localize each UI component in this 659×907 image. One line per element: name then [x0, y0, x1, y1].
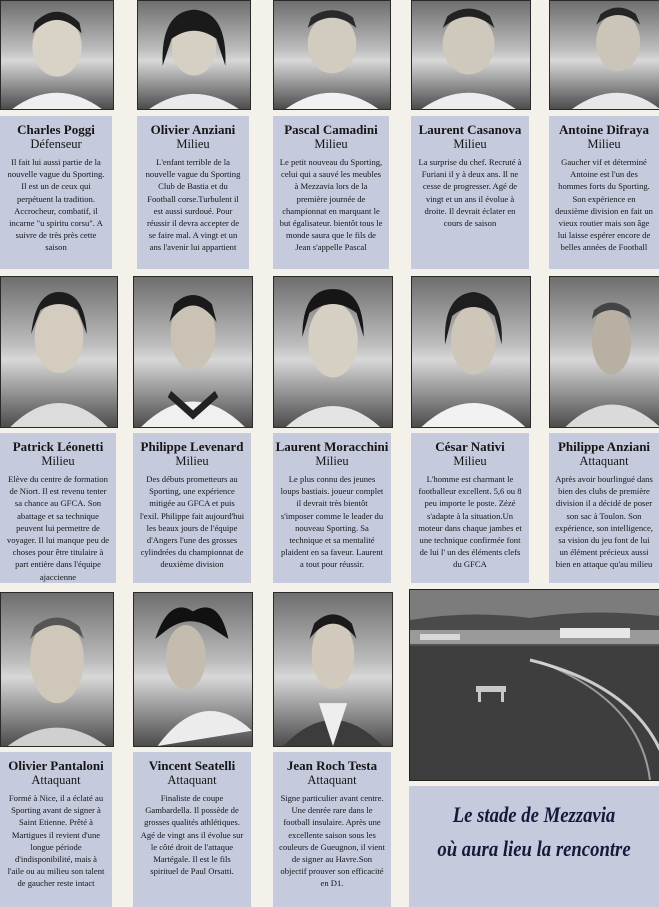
player-position: Milieu: [453, 454, 487, 468]
player-position: Milieu: [41, 454, 75, 468]
player-position: Milieu: [314, 137, 348, 151]
player-card: [411, 433, 529, 583]
player-position: Milieu: [587, 137, 621, 151]
player-position: Milieu: [315, 454, 349, 468]
player-photo: [273, 592, 393, 747]
player-position: Milieu: [175, 454, 209, 468]
player-bio: Le petit nouveau du Sporting, celui qui a sauvé les meubles à Mezzavia lors de la première journée de championnat en marquant le but égalisateur. bientôt tous le monde saura que le fils de Jean s'appelle Pascal: [279, 157, 383, 253]
player-photo: [411, 0, 531, 110]
player-bio: L'homme est charmant le footballeur excellent. 5,6 ou 8 peu importe le poste. Zézé s'adapte à la situation.Un moteur dans chaque jambes et une technique confirmée font de lui l' un des éléments clefs du GFCA: [418, 474, 522, 570]
player-position: Attaquant: [167, 773, 217, 787]
player-photo: [273, 276, 393, 428]
player-bio: Signe particulier avant centre. Une denrée rare dans le football insulaire. Après une excellente saison sous les couleurs de Gueugnon, il vient de signer au Havre.Son objectif prouver son efficacité en D1.: [279, 793, 385, 889]
player-position: Milieu: [453, 137, 487, 151]
player-photo: [273, 0, 391, 110]
player-name: Patrick Léonetti: [12, 439, 104, 454]
player-name: Antoine Difraya: [559, 122, 649, 137]
player-name: Laurent Moracchini: [275, 439, 389, 454]
player-position: Milieu: [176, 137, 210, 151]
stadium-photo: [409, 589, 659, 781]
player-photo: [137, 0, 251, 110]
player-photo: [0, 276, 118, 428]
player-position: Défenseur: [30, 137, 82, 151]
player-card: [549, 433, 659, 583]
player-name: Jean Roch Testa: [286, 758, 378, 773]
player-bio: L'enfant terrible de la nouvelle vague du Sporting Club de Bastia et du Football corse.Turbulent il est aussi surdoué. Pour réussir il devra accepter de se faire mal. A vingt et un ans l'avenir lui appartient: [145, 157, 241, 253]
player-bio: Formé à Nice, il a éclaté au Sporting avant de signer à Saint Etienne. Prêté à Martigues il revient d'une longue période d'indisponibilité, mais à l'aile ou au milieu son talent de gaucher reste intact: [7, 793, 105, 889]
player-photo: [133, 276, 253, 428]
player-photo: [133, 592, 253, 747]
player-photo: [0, 0, 114, 110]
player-bio: Gaucher vif et déterminé Antoine est l'un des hommes forts du Sporting. Son expérience en deuxième division en fait un vieux routier mais son âge lui laisse espérer encore de belles années de Football: [555, 157, 653, 253]
player-name: César Nativi: [435, 439, 505, 454]
player-name: Laurent Casanova: [418, 122, 522, 137]
player-photo: [549, 0, 659, 110]
player-card: [549, 116, 659, 269]
player-bio: Il fait lui aussi partie de la nouvelle vague du Sporting. Il est un de ceux qui perpétuent la tradition. Accrocheur, combatif, il incarne "u spiritu corsu". A suivre de très près cette saison: [7, 157, 105, 253]
player-bio: Elève du centre de formation de Niort. Il est revenu tenter sa chance au GFCA. Son abattage et sa technique peuvent lui permettre de voyager. Il lui manque peu de choses pour être titulaire à part entière dans l'équipe ajaccienne: [6, 474, 110, 582]
player-bio: Finaliste de coupe Gambardella. Il possède de grosses qualités athlétiques. Agé de vingt ans il évolue sur le côté droit de l'attaque Martégale. Il est le fils spirituel de Paul Orsatti.: [140, 793, 244, 877]
player-position: Attaquant: [579, 454, 629, 468]
player-bio: Après avoir bourlingué dans bien des clubs de première division il a décidé de poser son sac à Toulon. Son expérience, son intelligence, sa vision du jeu font de lui un élément précieux aussi bien en attaque qu'au milieu: [555, 474, 653, 570]
player-card: [273, 433, 391, 583]
player-card: [411, 116, 529, 269]
player-name: Vincent Seatelli: [148, 758, 236, 773]
caption-line: où aura lieu la rencontre: [437, 836, 631, 861]
player-card: [137, 116, 249, 269]
player-name: Olivier Anziani: [150, 122, 236, 137]
player-bio: Des débuts prometteurs au Sporting, une expérience mitigée au GFCA et puis l'exil. Philippe fait aujourd'hui les beaux jours de l'équipe d'Angers l'une des grosses cylindrées du championnat de deuxième division: [139, 474, 245, 570]
player-card: [133, 752, 251, 907]
player-photo: [411, 276, 531, 428]
player-card: [0, 116, 112, 269]
player-card: [273, 116, 389, 269]
player-card: [133, 433, 251, 583]
player-bio: La surprise du chef. Recruté à Furiani il y à deux ans. Il ne cesse de progresser. Agé de vingt et un ans il évolue à droite. Il devrait éclater en cours de saison: [418, 157, 522, 229]
player-card: [0, 433, 116, 583]
player-photo: [549, 276, 659, 428]
player-card: [0, 752, 112, 907]
player-name: Charles Poggi: [17, 122, 95, 137]
player-name: Philippe Levenard: [140, 439, 244, 454]
player-position: Attaquant: [307, 773, 357, 787]
player-card: [273, 752, 391, 907]
player-name: Pascal Camadini: [284, 122, 378, 137]
caption-line: Le stade de Mezzavia: [452, 802, 616, 827]
player-photo: [0, 592, 114, 747]
stadium-caption: [409, 786, 659, 907]
player-name: Philippe Anziani: [557, 439, 651, 454]
player-bio: Le plus connu des jeunes loups bastiais. joueur complet il devrait très bientôt s'imposer comme le leader du nouveau Sporting. Sa technique et sa mentalité plaident en sa faveur. Laurent a tout pour réussir.: [280, 474, 384, 570]
player-position: Attaquant: [31, 773, 81, 787]
player-name: Olivier Pantaloni: [8, 758, 104, 773]
